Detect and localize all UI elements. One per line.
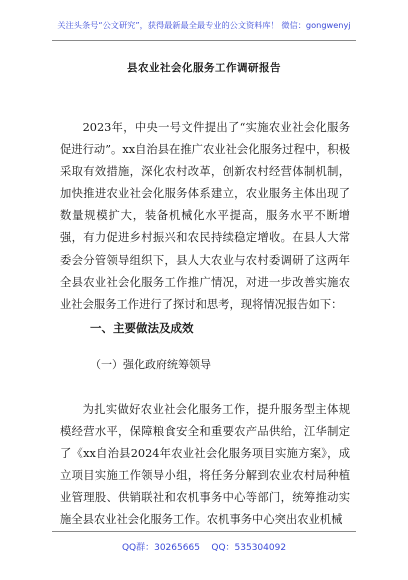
document-title: 县农业社会化服务工作调研报告 [127, 62, 281, 74]
header-divider [52, 40, 356, 41]
subsection-heading: （一）强化政府统筹领导 [90, 358, 211, 371]
page-footer [0, 531, 408, 580]
subsection-paragraph: 为扎实做好农业社会化服务工作，提升服务型主体规模经营水平，保障粮食安全和重要农产品供给，江华制定了《xx自治县2024年农业社会化服务项目实施方案》，成立项目实施工作领导小组，将任务分解到农业农村局种植业管理股、供销联社和农机事务中心等部门，统筹推动实施全县农业社会化服务工作。农机事务中心突出农业机械 [60, 403, 350, 527]
intro-paragraph: 2023年，中央一号文件提出了“实施农业社会化服务促进行动”。xx自治县在推广农业社会化服务过程中，积极采取有效措施，深化农村改革，创新农村经营体制机制，加快推进农业社会化服务体系建立，农业服务主体出现了数量规模扩大，装备机械化水平提高，服务水平不断增强，有力促进乡村振兴和农民持续稳定增收。在县人大常委会分管领导组织下，县人大农业与农村委调研了这两年全县农业社会化服务工作推广情况，对进一步改善实施农业社会服务工作进行了探讨和思考，现将情况报告如下： [60, 121, 350, 311]
header-promo-text: 关注头条号“公文研究”，获得最新最全最专业的公文资料库！ 微信：gongwenyj [57, 20, 351, 30]
section-heading: 一、主要做法及成效 [90, 321, 194, 335]
footer-divider [52, 531, 356, 532]
page-header [0, 0, 408, 52]
footer-contact-text: QQ群：30265665 QQ：535304092 [121, 543, 287, 553]
